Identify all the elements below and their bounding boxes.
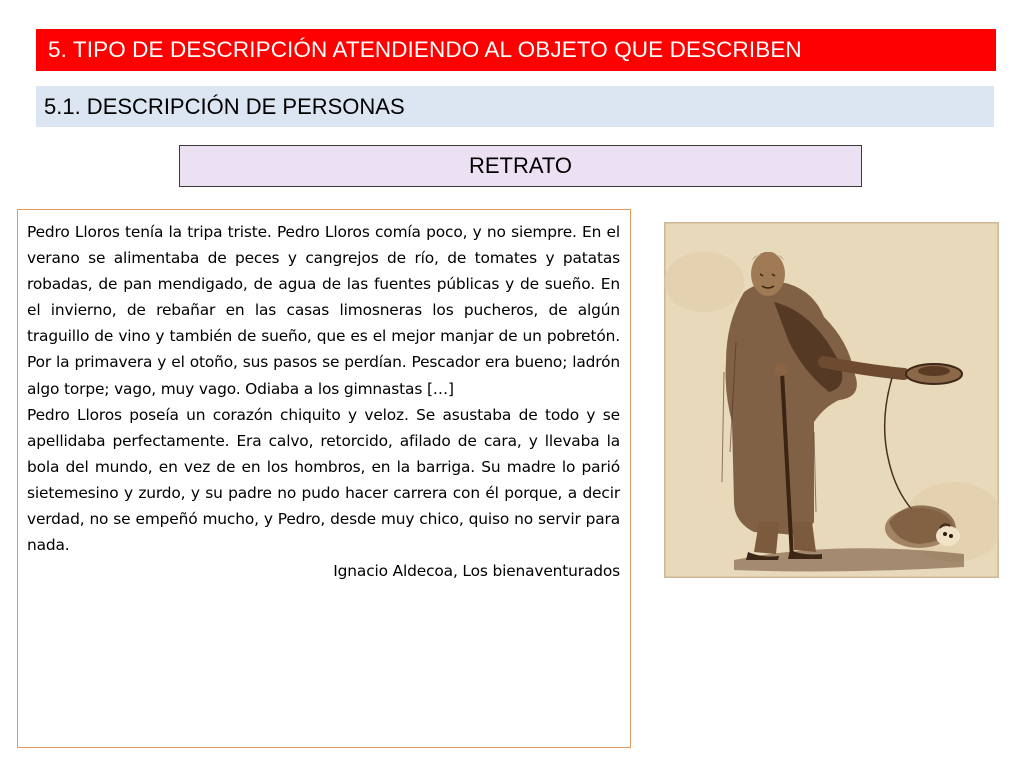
retrato-label-box bbox=[179, 145, 862, 187]
slide-title-text: 5. TIPO DE DESCRIPCIÓN ATENDIENDO AL OBJETO QUE DESCRIBEN bbox=[48, 37, 802, 62]
slide-subtitle-text: 5.1. DESCRIPCIÓN DE PERSONAS bbox=[44, 93, 405, 119]
slide-title bbox=[36, 29, 996, 71]
description-text-box bbox=[17, 209, 631, 748]
retrato-label: RETRATO bbox=[468, 153, 573, 178]
text-attribution: Ignacio Aldecoa, Los bienaventurados bbox=[333, 562, 620, 581]
beggar-drawing-image bbox=[664, 222, 999, 578]
text-paragraph-2: Pedro Lloros poseía un corazón chiquito y veloz. Se asustaba de todo y se apellidaba perfectamente. Era calvo, retorcido, afilado de cara, y llevaba la bola del mundo, en vez de en los hombros, en la barriga. Su madre lo parió sietemesino y zurdo, y su padre no pudo hacer carrera con él porque, a decir verdad, no se empeñó mucho, y Pedro, desde muy chico, quiso no servir para nada. bbox=[27, 405, 620, 555]
beggar-drawing-svg bbox=[664, 222, 999, 578]
slide-subtitle bbox=[36, 86, 994, 127]
text-paragraph-1: Pedro Lloros tenía la tripa triste. Pedro Lloros comía poco, y no siempre. En el verano se alimentaba de peces y cangrejos de río, de tomates y patatas robadas, de pan mendigado, de agua de las fuentes públicas y de sueño. En el invierno, de rebañar en las casas limosneras los pucheros, de algún traguillo de vino y también de sueño, que es el mejor manjar de un pobretón. Por la primavera y el otoño, sus pasos se perdían. Pescador era bueno; ladrón algo torpe; vago, muy vago. Odiaba a los gimnastas […] bbox=[27, 223, 620, 398]
